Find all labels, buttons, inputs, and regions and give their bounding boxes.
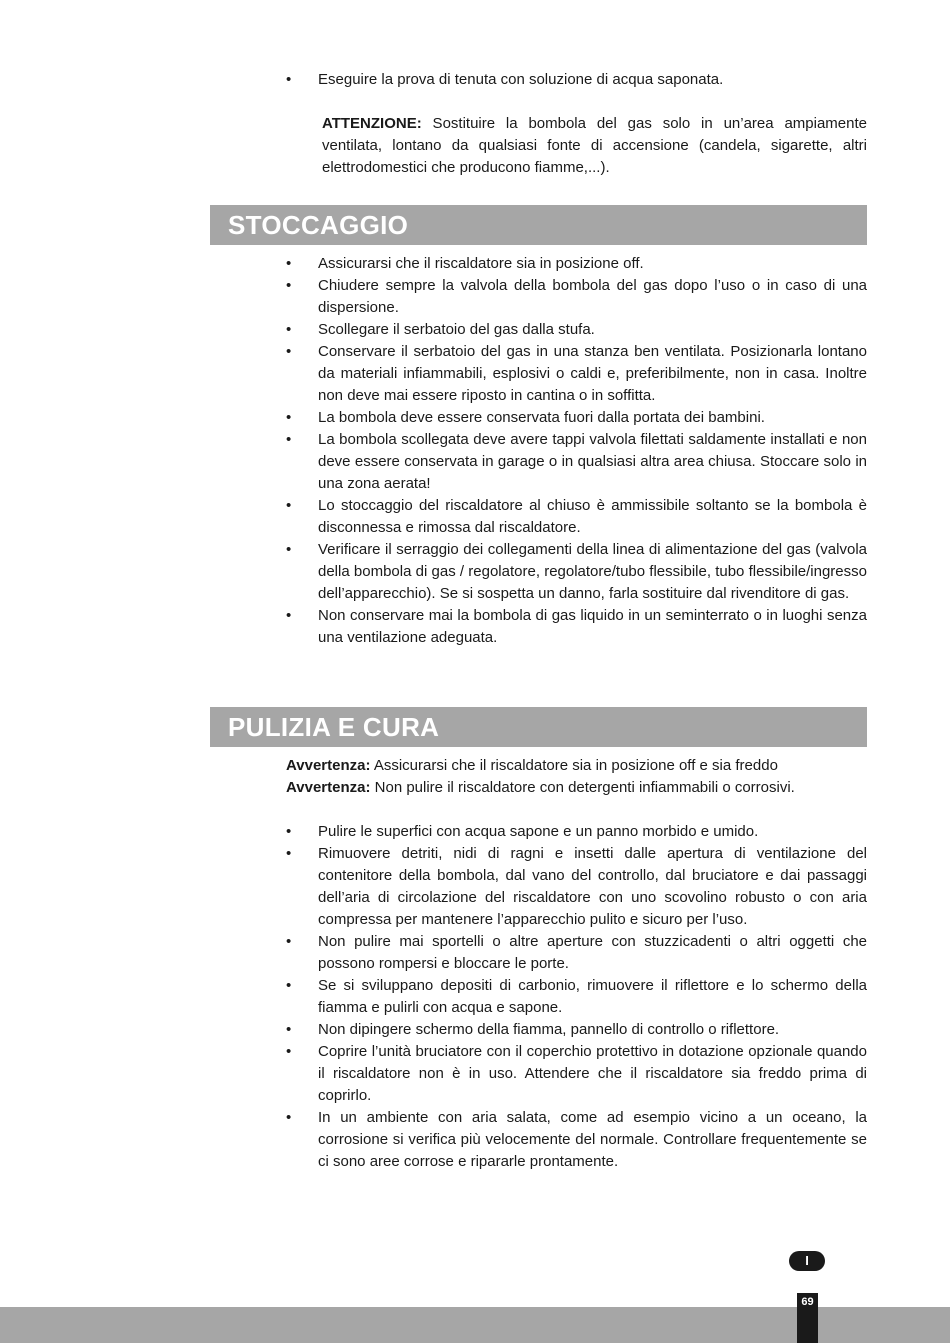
warning-line-1 [286, 755, 867, 777]
bullet-icon: • [286, 1021, 292, 1038]
list-item [286, 1107, 867, 1173]
attention-text: Sostituire la bombola del gas solo in un’area ampiamente ventilata, lontano da qualsiasi fonte di accensione (candela, sigarette, altri elettrodomestici che producono fiamme,...). [322, 115, 867, 176]
bullet-icon: • [286, 541, 292, 558]
bullet-icon: • [286, 933, 292, 950]
list-item [286, 69, 867, 91]
list-item [286, 1041, 867, 1107]
list-item-text: Se si sviluppano depositi di carbonio, rimuovere il riflettore e lo schermo della fiamma e pulirli con acqua e sapone. [318, 977, 867, 1016]
warning-text: Assicurarsi che il riscaldatore sia in posizione off e sia freddo [370, 757, 778, 774]
bullet-icon: • [286, 823, 292, 840]
bullet-icon: • [286, 409, 292, 426]
pulizia-list [286, 821, 867, 1173]
bullet-icon: • [286, 497, 292, 514]
list-item [286, 539, 867, 605]
list-item-text: Eseguire la prova di tenuta con soluzione di acqua saponata. [318, 71, 724, 88]
list-item-text: Pulire le superfici con acqua sapone e un panno morbido e umido. [318, 823, 759, 840]
list-item [286, 319, 867, 341]
list-item-text: La bombola deve essere conservata fuori dalla portata dei bambini. [318, 409, 765, 426]
bullet-icon: • [286, 277, 292, 294]
bullet-icon: • [286, 607, 292, 624]
bullet-icon: • [286, 343, 292, 360]
bullet-icon: • [286, 431, 292, 448]
top-bullet-list [286, 69, 867, 91]
bullet-icon: • [286, 255, 292, 272]
list-item-text: Verificare il serraggio dei collegamenti della linea di alimentazione del gas (valvola della bombola di gas / regolatore, regolatore/tubo flessibile, tubo flessibile/ingresso dell’apparecchio). Se si sospetta un danno, farla sostituire dal rivenditore di gas. [318, 541, 867, 602]
list-item [286, 931, 867, 975]
list-item-text: Assicurarsi che il riscaldatore sia in posizione off. [318, 255, 644, 272]
bullet-icon: • [286, 845, 292, 862]
warning-text: Non pulire il riscaldatore con detergenti infiammabili o corrosivi. [370, 779, 795, 796]
list-item [286, 495, 867, 539]
warning-line-2 [286, 777, 867, 799]
section-title: PULIZIA E CURA [228, 712, 440, 742]
list-item [286, 975, 867, 1019]
warning-label: Avvertenza: [286, 757, 371, 774]
list-item-text: Rimuovere detriti, nidi di ragni e insetti dalle apertura di ventilazione del contenitore della bombola, dal vano del controllo, dal bruciatore e dai passaggi dell’aria di circolazione del riscaldatore con uno scovolino robusto o con aria compressa per mantenere l’apparecchio pulito e sicuro per l’uso. [318, 845, 867, 928]
list-item-text: Lo stoccaggio del riscaldatore al chiuso è ammissibile soltanto se la bombola è disconnessa e rimossa dal riscaldatore. [318, 497, 867, 536]
warning-label: Avvertenza: [286, 779, 371, 796]
bullet-icon: • [286, 321, 292, 338]
attention-label: ATTENZIONE: [322, 115, 422, 132]
list-item-text: Conservare il serbatoio del gas in una stanza ben ventilata. Posizionarla lontano da materiali infiammabili, esplosivi o caldi e, preferibilmente, non in casa. Inoltre non deve mai essere riposto in cantina o in soffitta. [318, 343, 867, 404]
section-title: STOCCAGGIO [228, 210, 409, 240]
list-item [286, 275, 867, 319]
list-item-text: La bombola scollegata deve avere tappi valvola filettati saldamente installati e non deve essere conservata in garage o in qualsiasi altra area chiusa. Stoccare solo in una zona aerata! [318, 431, 867, 492]
stoccaggio-list [286, 253, 867, 649]
section-header-pulizia [210, 707, 867, 747]
list-item-text: Chiudere sempre la valvola della bombola del gas dopo l’uso o in caso di una dispersione. [318, 277, 867, 316]
list-item [286, 605, 867, 649]
attention-note [322, 113, 867, 179]
bullet-icon: • [286, 1109, 292, 1126]
list-item-text: Coprire l’unità bruciatore con il coperchio protettivo in dotazione opzionale quando il riscaldatore non è in uso. Attendere che il riscaldatore sia freddo prima di coprirlo. [318, 1043, 867, 1104]
list-item [286, 341, 867, 407]
section-header-stoccaggio [210, 205, 867, 245]
bullet-icon: • [286, 71, 292, 88]
list-item [286, 429, 867, 495]
list-item-text: Non dipingere schermo della fiamma, pannello di controllo o riflettore. [318, 1021, 780, 1038]
bullet-icon: • [286, 977, 292, 994]
language-badge: I [789, 1251, 825, 1271]
list-item-text: In un ambiente con aria salata, come ad esempio vicino a un oceano, la corrosione si verifica più velocemente del normale. Controllare frequentemente se ci sono aree corrose e ripararle prontamente. [318, 1109, 867, 1170]
list-item [286, 1019, 867, 1041]
list-item-text: Scollegare il serbatoio del gas dalla stufa. [318, 321, 595, 338]
list-item-text: Non pulire mai sportelli o altre aperture con stuzzicadenti o altri oggetti che possono rompersi e bloccare le porte. [318, 933, 867, 972]
page-number: 69 [801, 1296, 814, 1308]
list-item [286, 407, 867, 429]
list-item [286, 821, 867, 843]
list-item [286, 843, 867, 931]
bullet-icon: • [286, 1043, 292, 1060]
list-item-text: Non conservare mai la bombola di gas liquido in un seminterrato o in luoghi senza una ventilazione adeguata. [318, 607, 867, 646]
list-item [286, 253, 867, 275]
